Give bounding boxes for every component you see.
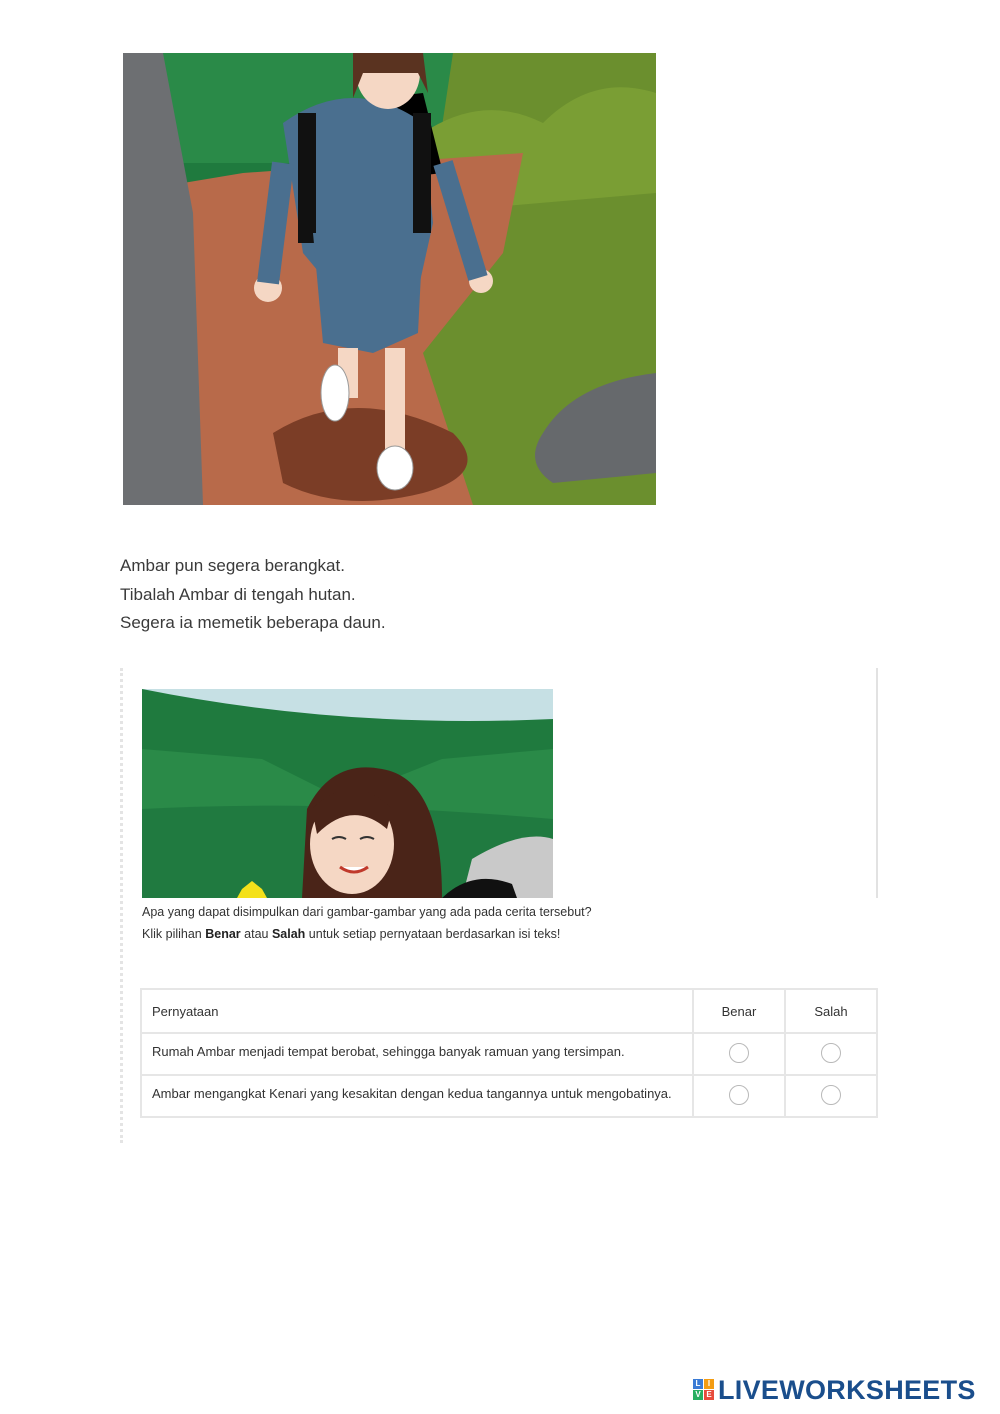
table-row xyxy=(141,1033,877,1075)
instruction-prefix: Klik pilihan xyxy=(142,927,206,941)
radio-salah-2[interactable] xyxy=(821,1085,841,1105)
logo-letter: I xyxy=(704,1379,714,1389)
statements-table xyxy=(140,988,878,1118)
statement-cell: Ambar mengangkat Kenari yang kesakitan dengan kedua tangannya untuk mengobatinya. xyxy=(141,1075,693,1117)
illustration-ambar-smiling xyxy=(142,689,553,898)
header-pernyataan: Pernyataan xyxy=(141,989,693,1033)
story-text xyxy=(120,552,386,638)
instruction-suffix: untuk setiap pernyataan berdasarkan isi teks! xyxy=(305,927,561,941)
instruction-text xyxy=(142,923,592,945)
logo-letter: V xyxy=(693,1390,703,1400)
table-row xyxy=(141,1075,877,1117)
header-benar: Benar xyxy=(693,989,785,1033)
brand-wordmark: LIVEWORKSHEETS xyxy=(718,1374,976,1405)
radio-benar-1[interactable] xyxy=(729,1043,749,1063)
liveworksheets-logo-icon xyxy=(693,1379,715,1401)
question-block xyxy=(142,901,592,945)
story-line: Ambar pun segera berangkat. xyxy=(120,556,345,575)
story-line: Segera ia memetik beberapa daun. xyxy=(120,613,386,632)
radio-salah-1[interactable] xyxy=(821,1043,841,1063)
benar-cell xyxy=(693,1075,785,1117)
illustration-ambar-walking xyxy=(123,53,656,505)
instruction-mid: atau xyxy=(240,927,272,941)
logo-letter: E xyxy=(704,1390,714,1400)
frame-left-border xyxy=(120,668,123,1143)
story-line: Tibalah Ambar di tengah hutan. xyxy=(120,584,356,604)
liveworksheets-brand xyxy=(693,1374,976,1406)
salah-cell xyxy=(785,1033,877,1075)
benar-cell xyxy=(693,1033,785,1075)
header-salah: Salah xyxy=(785,989,877,1033)
instruction-salah: Salah xyxy=(271,927,306,941)
frame-right-border xyxy=(876,668,878,898)
table-header-row xyxy=(141,989,877,1033)
radio-benar-2[interactable] xyxy=(729,1085,749,1105)
statement-cell: Rumah Ambar menjadi tempat berobat, sehingga banyak ramuan yang tersimpan. xyxy=(141,1033,693,1075)
salah-cell xyxy=(785,1075,877,1117)
question-text: Apa yang dapat disimpulkan dari gambar-gambar yang ada pada cerita tersebut? xyxy=(142,905,592,919)
instruction-benar: Benar xyxy=(205,927,241,941)
logo-letter: L xyxy=(693,1379,703,1389)
